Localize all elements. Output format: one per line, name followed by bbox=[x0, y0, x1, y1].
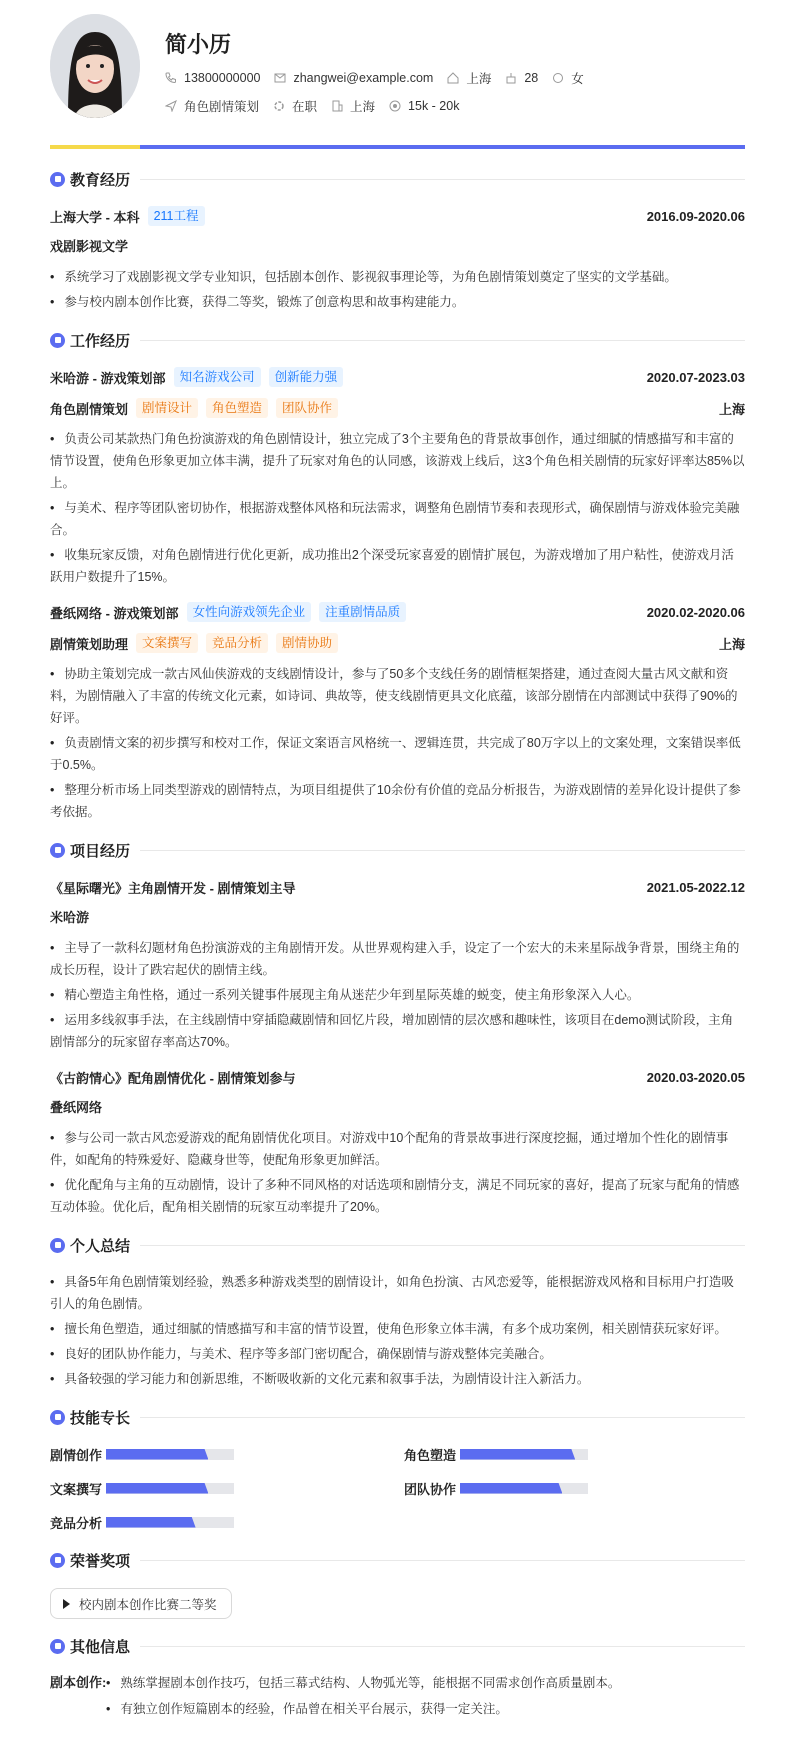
award-item[interactable] bbox=[50, 1588, 232, 1619]
skill-item bbox=[50, 1477, 404, 1499]
award-icon bbox=[50, 1553, 65, 1568]
skill-item bbox=[50, 1443, 404, 1465]
list-item: • 收集玩家反馈，对角色剧情进行优化更新，成功推出2个深受玩家喜爱的剧情扩展包，为游戏增加了用户粘性，使游戏月活跃用户数提升了15%。 bbox=[50, 544, 745, 588]
section-title: 工作经历 bbox=[70, 332, 131, 350]
project-entry bbox=[50, 1066, 745, 1218]
skills-grid bbox=[50, 1443, 745, 1533]
chart-icon bbox=[50, 843, 65, 858]
tag: 剧情设计 bbox=[136, 398, 198, 418]
work-entry bbox=[50, 601, 745, 823]
tag: 注重剧情品质 bbox=[319, 602, 406, 622]
list-item: • 整理分析市场上同类型游戏的剧情特点，为项目组提供了10余份有价值的竞品分析报告，为游戏剧情的差异化设计提供了参考依据。 bbox=[50, 779, 745, 823]
job-status: 在职 bbox=[292, 100, 318, 114]
list-item: • 有独立创作短篇剧本的经验，作品曾在相关平台展示，获得一定关注。 bbox=[106, 1698, 745, 1720]
tag: 竞品分析 bbox=[206, 633, 268, 653]
skill-track bbox=[106, 1517, 234, 1528]
skill-track bbox=[460, 1449, 588, 1460]
date: 2021.05-2022.12 bbox=[646, 879, 745, 895]
tag: 文案撰写 bbox=[136, 633, 198, 653]
date: 2020.02-2020.06 bbox=[646, 604, 745, 620]
list-item: • 良好的团队协作能力，与美术、程序等多部门密切配合，确保剧情与游戏整体完美融合。 bbox=[50, 1343, 745, 1365]
project-name: 《古韵情心》配角剧情优化 - 剧情策划参与 bbox=[50, 1070, 296, 1086]
skill-level-fill bbox=[106, 1517, 196, 1528]
company: 叠纸网络 - 游戏策划部 bbox=[50, 605, 179, 621]
skill-name: 角色塑造 bbox=[404, 1447, 457, 1463]
section-title: 其他信息 bbox=[70, 1638, 131, 1656]
other-section bbox=[50, 1635, 745, 1724]
bar-chart-icon bbox=[50, 1410, 65, 1425]
skill-name: 团队协作 bbox=[404, 1481, 457, 1497]
list-item: • 精心塑造主角性格，通过一系列关键事件展现主角从迷茫少年到星际英雄的蜕变，使主角形象深入人心。 bbox=[50, 984, 745, 1006]
skill-level-fill bbox=[106, 1483, 208, 1494]
company: 米哈游 - 游戏策划部 bbox=[50, 370, 166, 386]
list-item: • 负责公司某款热门角色扮演游戏的角色剧情设计，独立完成了3个主要角色的背景故事创作，通过细腻的情感描写和丰富的情节设置，使角色形象更加立体丰满，提升了玩家对角色的认同感，该游戏上线后，这3个角色相关剧情的玩家好评率达85%以上。 bbox=[50, 428, 745, 494]
tag: 角色塑造 bbox=[206, 398, 268, 418]
salary: 15k - 20k bbox=[408, 99, 460, 113]
briefcase-icon bbox=[50, 333, 65, 348]
skill-track bbox=[106, 1449, 234, 1460]
list-item: • 协助主策划完成一款古风仙侠游戏的支线剧情设计，参与了50多个支线任务的剧情框架搭建，通过查阅大量古风文献和资料，为剧情融入了丰富的传统文化元素，如诗词、典故等，使支线剧情更具文化底蕴，该部分剧情在内部测试中获得了90%的好评。 bbox=[50, 663, 745, 729]
tag: 创新能力强 bbox=[269, 367, 344, 387]
role: 剧情策划助理 bbox=[50, 636, 129, 652]
skill-level-fill bbox=[460, 1449, 575, 1460]
skill-level-fill bbox=[460, 1483, 562, 1494]
gender: 女 bbox=[571, 72, 584, 86]
organization: 米哈游 bbox=[50, 910, 90, 925]
section-title: 个人总结 bbox=[70, 1237, 131, 1255]
other-label: 剧本创作: bbox=[50, 1675, 107, 1690]
location: 上海 bbox=[718, 401, 745, 417]
target-position: 角色剧情策划 bbox=[184, 100, 260, 114]
list-item: • 参与校内剧本创作比赛，获得二等奖，锻炼了创意构思和故事构建能力。 bbox=[50, 291, 745, 313]
skill-name: 竞品分析 bbox=[50, 1515, 103, 1531]
section-title: 技能专长 bbox=[70, 1409, 131, 1427]
list-item: • 擅长角色塑造，通过细腻的情感描写和丰富的情节设置，使角色形象立体丰满，有多个成功案例，相关剧情获玩家好评。 bbox=[50, 1318, 745, 1340]
skill-name: 文案撰写 bbox=[50, 1481, 103, 1497]
date: 2016.09-2020.06 bbox=[646, 208, 745, 224]
section-title: 项目经历 bbox=[70, 842, 131, 860]
project-name: 《星际曙光》主角剧情开发 - 剧情策划主导 bbox=[50, 880, 296, 896]
major: 戏剧影视文学 bbox=[50, 239, 129, 254]
list-item: • 负责剧情文案的初步撰写和校对工作，保证文案语言风格统一、逻辑连贯，共完成了80万字以上的文案处理，文案错误率低于0.5%。 bbox=[50, 732, 745, 776]
section-title: 荣誉奖项 bbox=[70, 1552, 131, 1570]
candidate-name: 简小历 bbox=[165, 32, 232, 57]
tag: 211工程 bbox=[148, 206, 205, 226]
skill-level-fill bbox=[106, 1449, 208, 1460]
tag: 女性向游戏领先企业 bbox=[187, 602, 312, 622]
work-section bbox=[50, 329, 745, 823]
award-label: 校内剧本创作比赛二等奖 bbox=[79, 1597, 217, 1612]
section-title: 教育经历 bbox=[70, 171, 131, 189]
tag: 知名游戏公司 bbox=[174, 367, 261, 387]
list-item: • 主导了一款科幻题材角色扮演游戏的主角剧情开发。从世界观构建入手，设定了一个宏大的未来星际战争背景，围绕主角的成长历程，设计了跌宕起伏的剧情主线。 bbox=[50, 937, 745, 981]
projects-section bbox=[50, 839, 745, 1218]
target-city: 上海 bbox=[350, 100, 376, 114]
awards-section bbox=[50, 1549, 745, 1619]
education-section bbox=[50, 168, 745, 313]
email: zhangwei@example.com bbox=[293, 71, 434, 85]
date: 2020.07-2023.03 bbox=[646, 369, 745, 385]
work-entry bbox=[50, 366, 745, 588]
summary-section bbox=[50, 1234, 745, 1390]
skill-item bbox=[404, 1477, 744, 1499]
location: 上海 bbox=[718, 636, 745, 652]
skill-item bbox=[404, 1443, 744, 1465]
skill-item bbox=[50, 1511, 404, 1533]
skill-name: 剧情创作 bbox=[50, 1447, 103, 1463]
skills-section bbox=[50, 1406, 745, 1533]
phone: 13800000000 bbox=[184, 71, 261, 85]
age: 28 bbox=[524, 71, 539, 85]
list-item: • 具备5年角色剧情策划经验，熟悉多种游戏类型的剧情设计，如角色扮演、古风恋爱等，能根据游戏风格和目标用户打造吸引人的角色剧情。 bbox=[50, 1271, 745, 1315]
list-item: • 具备较强的学习能力和创新思维，不断吸收新的文化元素和叙事手法，为剧情设计注入新活力。 bbox=[50, 1368, 745, 1390]
tag: 团队协作 bbox=[276, 398, 338, 418]
skill-track bbox=[460, 1483, 588, 1494]
triangle-right-icon bbox=[63, 1599, 70, 1609]
list-item: • 参与公司一款古风恋爱游戏的配角剧情优化项目。对游戏中10个配角的背景故事进行深度挖掘，通过增加个性化的剧情事件，如配角的特殊爱好、隐藏身世等，使配角形象更加鲜活。 bbox=[50, 1127, 745, 1171]
list-item: • 熟练掌握剧本创作技巧，包括三幕式结构、人物弧光等，能根据不同需求创作高质量剧本。 bbox=[106, 1672, 745, 1694]
date: 2020.03-2020.05 bbox=[646, 1069, 745, 1085]
list-item: • 与美术、程序等团队密切协作，根据游戏整体风格和玩法需求，调整角色剧情节奏和表现形式，确保剧情与游戏体验完美融合。 bbox=[50, 497, 745, 541]
list-item: • 运用多线叙事手法，在主线剧情中穿插隐藏剧情和回忆片段，增加剧情的层次感和趣味性，该项目在demo测试阶段，主角剧情部分的玩家留存率高达70%。 bbox=[50, 1009, 745, 1053]
skill-track bbox=[106, 1483, 234, 1494]
graduation-cap-icon bbox=[50, 172, 65, 187]
list-item: • 系统学习了戏剧影视文学专业知识，包括剧本创作、影视叙事理论等，为角色剧情策划奠定了坚实的文学基础。 bbox=[50, 266, 745, 288]
list-item: • 优化配角与主角的互动剧情，设计了多种不同风格的对话选项和剧情分支，满足不同玩家的喜好，提高了玩家与配角的情感互动体验。优化后，配角相关剧情的玩家互动率提升了20%。 bbox=[50, 1174, 745, 1218]
project-entry bbox=[50, 876, 745, 1053]
user-icon bbox=[50, 1238, 65, 1253]
hometown: 上海 bbox=[466, 72, 492, 86]
info-icon bbox=[50, 1639, 65, 1654]
role: 角色剧情策划 bbox=[50, 401, 129, 417]
tag: 剧情协助 bbox=[276, 633, 338, 653]
organization: 叠纸网络 bbox=[50, 1100, 103, 1115]
school: 上海大学 - 本科 bbox=[50, 209, 140, 225]
